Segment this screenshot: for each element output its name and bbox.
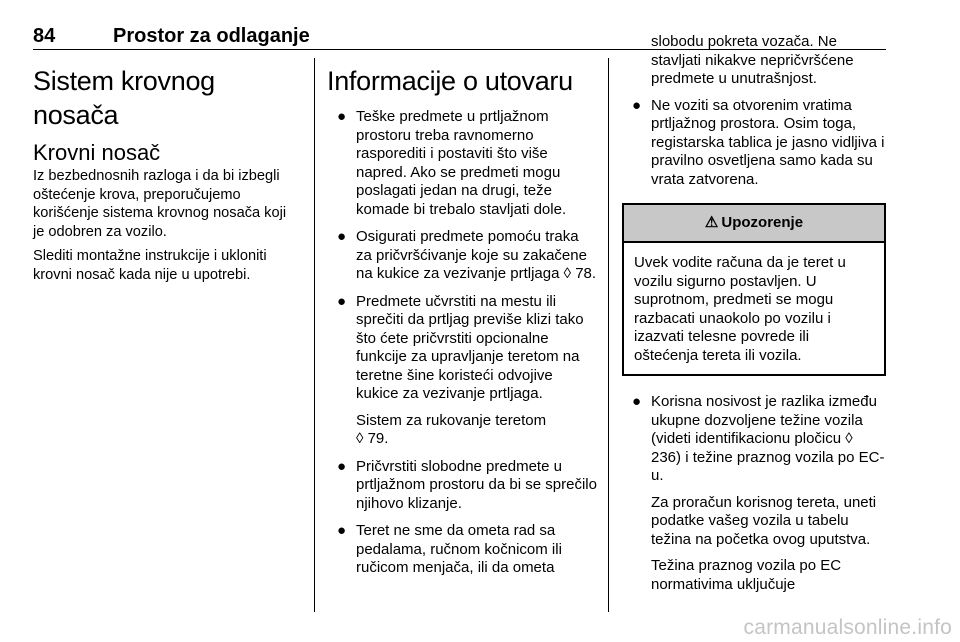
column-divider-left (314, 58, 315, 612)
warning-box (622, 203, 886, 376)
bullet-icon: ● (337, 457, 347, 475)
page-ref[interactable]: 236) (651, 448, 682, 466)
list-item: ● Osigurati predmete pomoću traka za pričvršćivanje koje su zakačene na kukice za vezivanje prtljaga ◊ 78. (337, 228, 597, 282)
page-ref[interactable]: 78. (575, 265, 597, 282)
column-2 (327, 50, 597, 587)
list-item: ● Pričvrstiti slobodne predmete u prtljažnom prostoru da bi se sprečilo njihovo klizanje. (337, 457, 597, 512)
roof-rack-subheading: Krovni nosač (33, 140, 161, 165)
bullet-icon: ● (337, 108, 347, 125)
list-item: ● Ne voziti sa otvorenim vratima prtljažnog prostora. Osim toga, registarska tablica je jasno vidljiva i pravilno osvetljena samo kada su vrata zatvorena. (632, 96, 885, 188)
page-ref[interactable]: 79. (367, 430, 389, 447)
bullet-icon: ● (632, 96, 642, 114)
loading-bullets (327, 108, 597, 578)
warning-title: Upozorenje (721, 214, 804, 231)
paragraph: Slediti montažne instrukcije i ukloniti krovni nosač kada nije u upotrebi. (33, 248, 267, 283)
list-item: ● Korisna nosivost je razlika između ukupne dozvoljene težine vozila (videti identifikacionu pločicu ◊ 236) i težine praznog vozila po EC-u. Za proračun korisnog tereta, uneti podatke vašeg vozila u tabelu težina na početka ovog uputstva. Težina praznog vozila po EC normativima uključuje (632, 393, 885, 593)
loading-info-heading: Informacije o utovaru (327, 66, 573, 96)
list-item: ● Teret ne sme da ometa rad sa pedalama, ručnom kočnicom ili ručicom menjača, ili da ometa (337, 522, 562, 576)
page-number: 84 (33, 25, 56, 47)
bullet-icon: ● (632, 393, 642, 410)
bullet-icon: ● (337, 228, 347, 245)
page-ref-arrow-icon[interactable]: ◊ (563, 265, 572, 282)
bullet-icon: ● (337, 292, 347, 310)
paragraph: Iz bezbednosnih razloga i da bi izbegli oštećenje krova, preporučujemo korišćenje sistema krovnog nosača koji je odobren za vozilo. (33, 168, 287, 240)
column-1 (33, 50, 301, 290)
bullet-icon: ● (337, 522, 347, 539)
warning-text: Uvek vodite računa da je teret u vozilu sigurno postavljen. U suprotnom, predmeti se mogu razbacati unaokolo po vozilu i izazvati telesne povrede ili oštećenja tereta ili vozila. (634, 254, 846, 364)
page-ref-arrow-icon[interactable]: ◊ (356, 430, 364, 447)
continued-text: slobodu pokreta vozača. Ne stavljati nikakve nepričvršćene predmete u unutrašnjost. (651, 33, 854, 87)
section-title: Prostor za odlaganje (113, 25, 310, 47)
warning-header (624, 205, 884, 243)
list-item: ● Teške predmete u prtljažnom prostoru treba ravnomerno rasporediti i postaviti što više napred. Ako se predmeti mogu poslagati jedan na drugi, teže komade bi trebalo stavljati dole. (337, 108, 567, 218)
warning-triangle-icon: ⚠ (704, 214, 719, 231)
page-ref-arrow-icon[interactable]: ◊ (845, 430, 853, 447)
watermark: carmanualsonline.info (743, 616, 952, 639)
column-divider-right (608, 58, 609, 612)
roof-rack-heading: Sistem krovnog nosača (33, 66, 215, 130)
list-item: ● Predmete učvrstiti na mestu ili sprečiti da prtljag previše klizi tako što ćete pričvrstiti opcionalne funkcije za upravljanje teretom na teretne šine koristeći odvojive kukice za vezivanje prtljaga. Sistem za rukovanje teretom ◊ 79. (337, 292, 584, 447)
column-3 (622, 18, 886, 603)
